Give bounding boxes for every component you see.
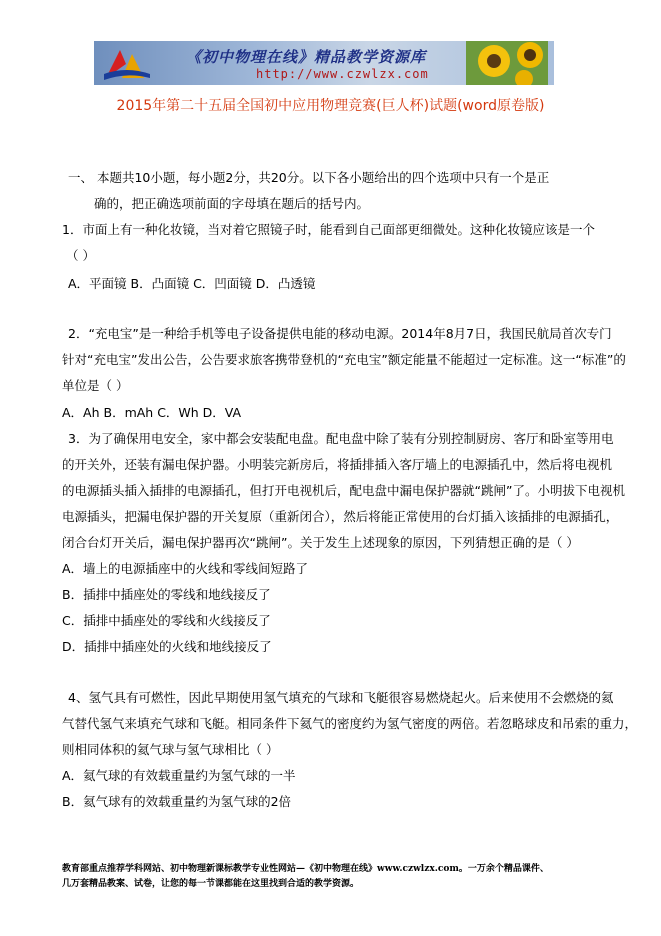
question-2-line-3: 单位是（ ） [62,378,129,393]
question-4-option-a: A．氦气球的有效载重量约为氢气球的一半 [62,768,296,783]
question-4-line-3: 则相同体积的氦气球与氢气球相比（ ） [62,742,279,757]
banner-url[interactable]: http://www.czwlzx.com [256,67,429,81]
question-4-line-2: 气替代氢气来填充气球和飞艇。相同条件下氦气的密度约为氢气密度的两倍。若忽略球皮和吊索的重力， [62,716,638,731]
question-3-line-3: 的电源插头插入插排的电源插孔，但打开电视机后，配电盘中漏电保护器就“跳闸”了。小明拔下电视机 [62,483,625,498]
footer-line-1: 教育部重点推荐学科网站、初中物理新课标教学专业性网站—《初中物理在线》www.czwlzx.com。一万余个精品课件、 [62,864,549,874]
sunflower-icon [466,41,548,85]
question-2-line-2: 针对“充电宝”发出公告，公告要求旅客携带登机的“充电宝”额定能量不能超过一定标准。这一“标准”的 [62,352,626,367]
question-1-line-2: （ ） [66,248,95,263]
question-1-options: A．平面镜 B．凸面镜 C．凹面镜 D．凸透镜 [68,276,316,291]
question-2-options: A．Ah B．mAh C．Wh D．VA [62,405,242,420]
question-4-line-1: 4、氢气具有可燃性，因此早期使用氢气填充的气球和飞艇很容易燃烧起火。后来使用不会燃烧的氦 [68,690,614,705]
section-instructions-line-2: 确的，把正确选项前面的字母填在题后的括号内。 [94,196,370,211]
question-3-line-5: 闭合台灯开关后，漏电保护器再次“跳闸”。关于发生上述现象的原因，下列猜想正确的是（ ） [62,535,579,550]
question-3-option-c: C．插排中插座处的零线和火线接反了 [62,613,271,628]
footer-line-2: 几万套精品教案、试卷，让您的每一节课都能在这里找到合适的教学资源。 [62,879,360,889]
question-1-line-1: 1．市面上有一种化妆镜，当对着它照镜子时，能看到自己面部更细微处。这种化妆镜应该是一个 [62,222,595,237]
question-3-option-a: A．墙上的电源插座中的火线和零线间短路了 [62,561,309,576]
question-3-line-1: 3．为了确保用电安全，家中都会安装配电盘。配电盘中除了装有分别控制厨房、客厅和卧室等用电 [68,431,614,446]
section-instructions-line-1: 一、 本题共10小题，每小题2分，共20分。以下各小题给出的四个选项中只有一个是正 [68,170,550,185]
question-3-option-b: B．插排中插座处的零线和地线接反了 [62,587,271,602]
question-4-option-b: B．氦气球有的效载重量约为氢气球的2倍 [62,794,292,809]
banner-title: 《初中物理在线》精品教学资源库 [186,48,427,66]
question-3-option-d: D．插排中插座处的火线和地线接反了 [62,639,272,654]
question-3-line-4: 电源插头，把漏电保护器的开关复原（重新闭合），然后将能正常使用的台灯插入该插排的电源插孔， [62,509,619,524]
question-2-line-1: 2．“充电宝”是一种给手机等电子设备提供电能的移动电源。2014年8月7日，我国民航局首次专门 [68,326,612,341]
site-logo-icon [100,44,152,82]
document-title: 2015年第二十五届全国初中应用物理竞赛(巨人杯)试题(word原卷版) [116,98,545,114]
header-banner [94,41,554,85]
question-3-line-2: 的开关外，还装有漏电保护器。小明装完新房后，将插排插入客厅墙上的电源插孔中，然后将电视机 [62,457,613,472]
